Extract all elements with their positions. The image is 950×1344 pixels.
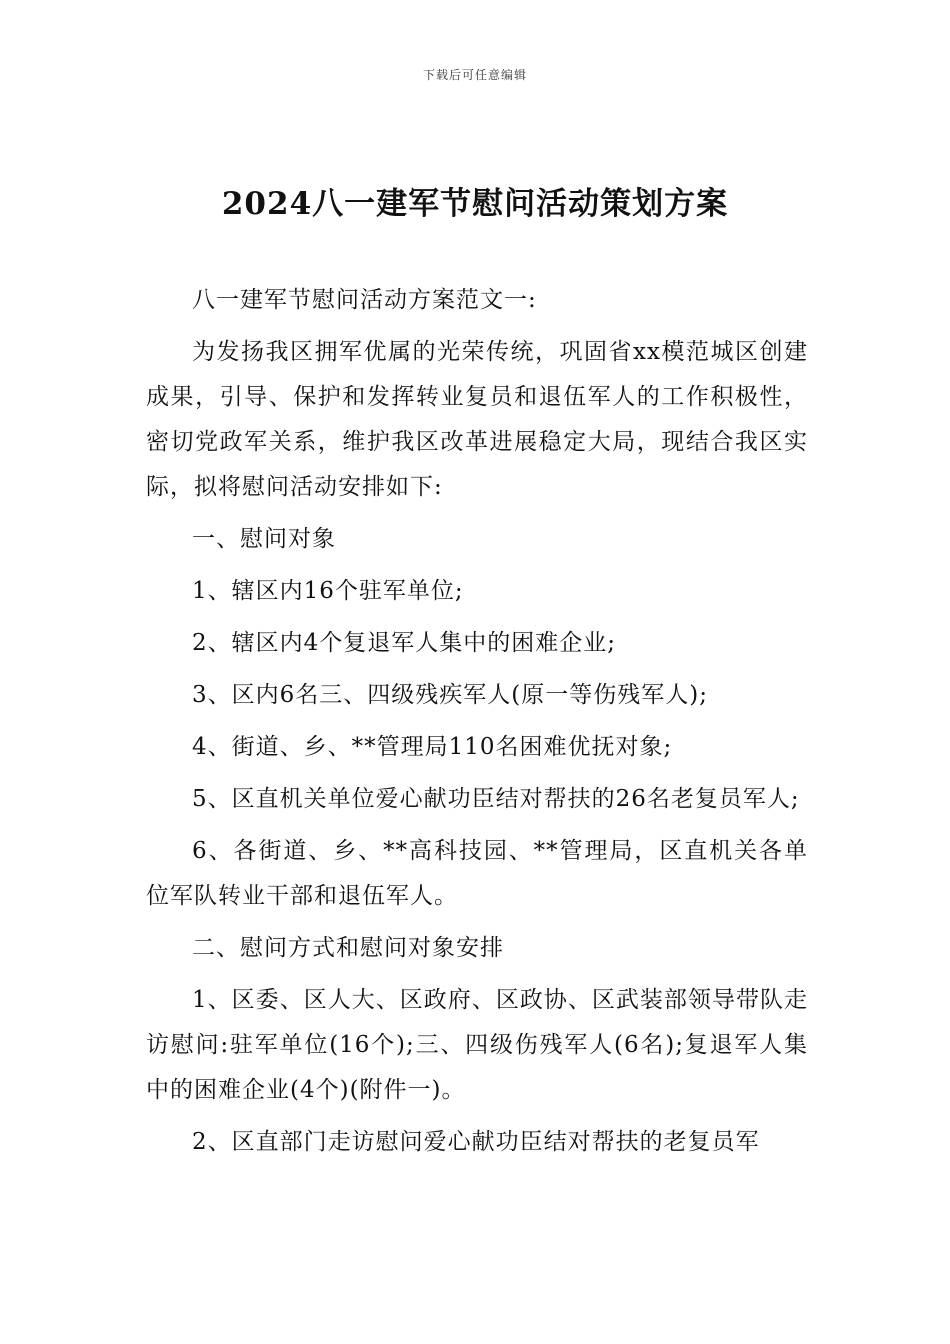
- paragraph: 2、辖区内4个复退军人集中的困难企业;: [192, 630, 617, 656]
- paragraph: 为发扬我区拥军优属的光荣传统，巩固省xx模范城区创建成果，引导、保护和发挥转业复员和退伍军人的工作积极性，密切党政军关系，维护我区改革进展稳定大局，现结合我区实际，拟将慰问活动安排如下:: [146, 339, 808, 500]
- paragraph: 一、慰问对象: [192, 526, 336, 552]
- paragraph: 2、区直部门走访慰问爱心献功臣结对帮扶的老复员军: [192, 1129, 760, 1155]
- paragraph: 5、区直机关单位爱心献功臣结对帮扶的26名老复员军人;: [192, 786, 800, 812]
- paragraph: 3、区内6名三、四级残疾军人(原一等伤残军人);: [192, 682, 708, 708]
- paragraph: 二、慰问方式和慰问对象安排: [192, 935, 504, 961]
- paragraph: 6、各街道、乡、**高科技园、**管理局，区直机关各单位军队转业干部和退伍军人。: [146, 838, 808, 909]
- paragraph: 八一建军节慰问活动方案范文一:: [192, 287, 537, 313]
- document-body: [146, 278, 808, 1172]
- header-note: 下载后可任意编辑: [422, 68, 527, 82]
- document-title: 2024八一建军节慰问活动策划方案: [221, 186, 729, 222]
- paragraph: 1、辖区内16个驻军单位;: [192, 578, 464, 604]
- paragraph: 4、街道、乡、**管理局110名困难优抚对象;: [192, 734, 673, 760]
- paragraph: 1、区委、区人大、区政府、区政协、区武装部领导带队走访慰问:驻军单位(16个);三、四级伤残军人(6名);复退军人集中的困难企业(4个)(附件一)。: [146, 987, 808, 1103]
